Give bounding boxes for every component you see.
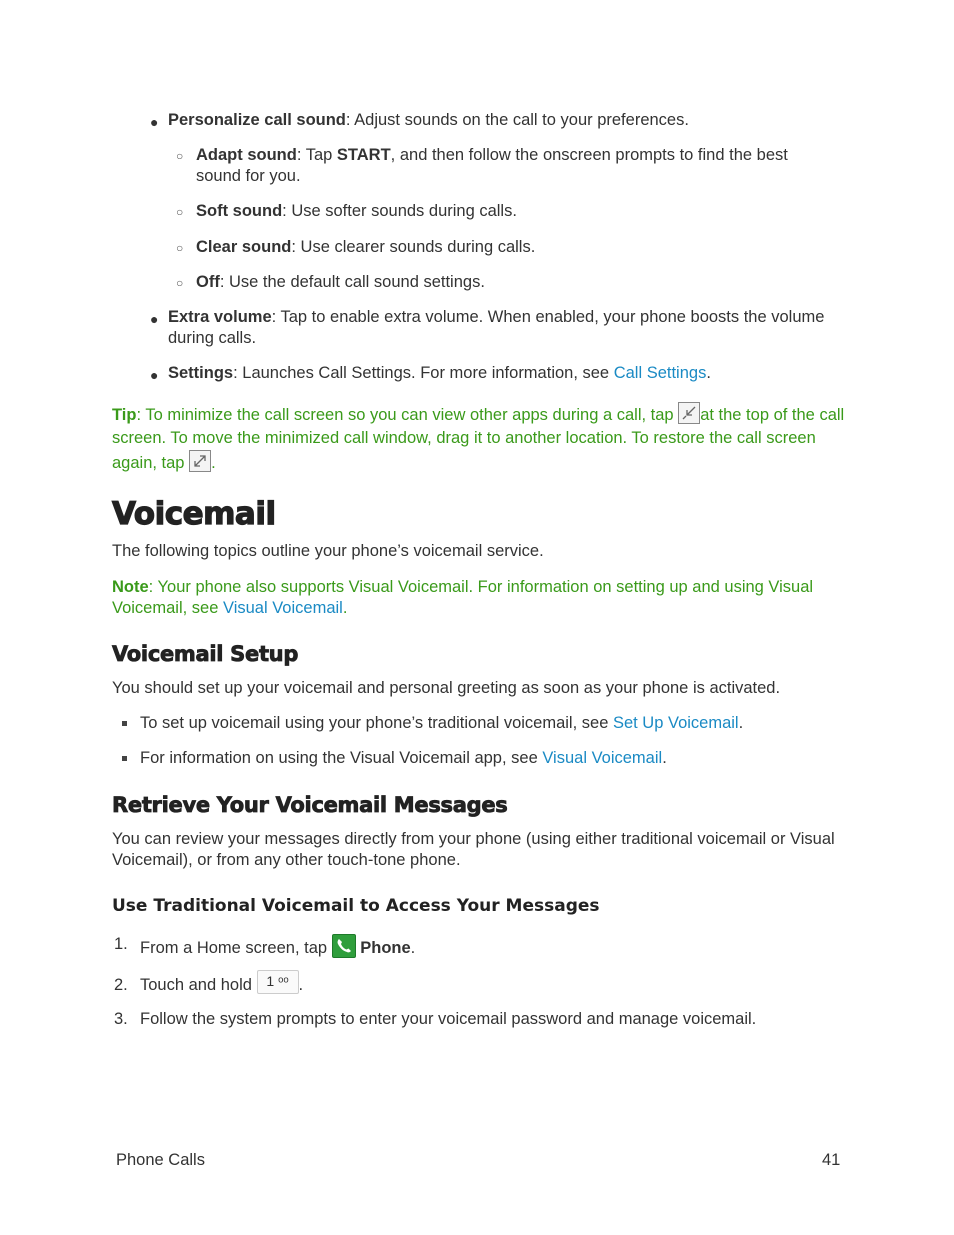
item-text: To set up voicemail using your phone’s traditional voicemail, see xyxy=(140,714,613,732)
list-item-setup-1 xyxy=(140,713,743,734)
bullet-dot: ● xyxy=(150,114,159,130)
step-text: Touch and hold xyxy=(140,976,257,994)
minimize-icon xyxy=(678,402,700,424)
step-number: 1. xyxy=(114,935,128,953)
step-1 xyxy=(140,934,415,959)
step-3: Follow the system prompts to enter your voicemail password and manage voicemail. xyxy=(140,1010,757,1028)
retrieve-intro xyxy=(112,829,852,871)
page-title: Voicemail xyxy=(112,496,276,532)
subsection-title: Use Traditional Voicemail to Access Your Messages xyxy=(112,896,600,916)
period: . xyxy=(342,599,348,617)
tip-text: : To minimize the call screen so you can view other apps during a call, tap xyxy=(136,406,679,424)
period: . xyxy=(298,976,304,994)
term: Adapt sound xyxy=(196,146,297,164)
voicemail-intro: The following topics outline your phone’s voicemail service. xyxy=(112,542,544,560)
intro-text: You can review your messages directly from your phone (using either traditional voicemail or Visual xyxy=(112,830,835,848)
note-text: Voicemail, see xyxy=(112,599,223,617)
description: : Tap xyxy=(296,146,337,164)
description: : Use softer sounds during calls. xyxy=(282,202,517,220)
description: , and then follow the onscreen prompts to find the best xyxy=(390,146,788,164)
section-title-retrieve: Retrieve Your Voicemail Messages xyxy=(112,793,508,817)
bullet-dot: ● xyxy=(150,311,159,327)
bullet-circle: ○ xyxy=(176,149,184,163)
visual-voicemail-link[interactable]: Visual Voicemail xyxy=(542,749,663,767)
visual-voicemail-link[interactable]: Visual Voicemail xyxy=(222,599,343,617)
period: . xyxy=(410,939,416,957)
list-item-setup-2 xyxy=(140,748,667,769)
bullet-circle: ○ xyxy=(176,276,184,290)
list-item-extra-volume xyxy=(168,307,838,349)
list-item-settings xyxy=(168,363,838,384)
bullet-square xyxy=(122,721,127,726)
tip-text: . xyxy=(211,454,216,472)
period: . xyxy=(706,364,711,382)
note-text: : Your phone also supports Visual Voicemail. For information on setting up and using Visual xyxy=(148,578,814,596)
page-number: 41 xyxy=(822,1151,841,1169)
tip-text: at the top of the call xyxy=(700,406,845,424)
step-number: 2. xyxy=(114,976,128,994)
start-label: START xyxy=(336,146,391,164)
description: during calls. xyxy=(168,329,257,347)
section-title-setup: Voicemail Setup xyxy=(112,642,299,666)
description: : Adjust sounds on the call to your preferences. xyxy=(345,111,689,129)
key-one-icon: 1 ᵒᵒ xyxy=(257,970,299,994)
bullet-circle: ○ xyxy=(176,241,184,255)
tip-text: screen. To move the minimized call window, drag it to another location. To restore the call screen xyxy=(112,429,816,447)
list-item-personalize xyxy=(168,110,838,131)
step-number: 3. xyxy=(114,1010,128,1028)
term: Settings xyxy=(168,364,234,382)
phone-label: Phone xyxy=(360,939,411,957)
sub-item-soft-sound xyxy=(196,201,836,222)
description: : Tap to enable extra volume. When enabled, your phone boosts the volume xyxy=(271,308,825,326)
sub-item-off xyxy=(196,272,836,293)
step-text: From a Home screen, tap xyxy=(140,939,332,957)
phone-icon xyxy=(332,934,356,958)
term: Personalize call sound xyxy=(168,111,346,129)
note-label: Note xyxy=(112,578,149,596)
sub-item-clear-sound xyxy=(196,237,836,258)
set-up-voicemail-link[interactable]: Set Up Voicemail xyxy=(612,714,739,732)
bullet-dot: ● xyxy=(150,367,159,383)
term: Clear sound xyxy=(196,238,292,256)
description: : Launches Call Settings. For more information, see xyxy=(233,364,614,382)
description: : Use clearer sounds during calls. xyxy=(291,238,536,256)
expand-icon xyxy=(189,450,211,472)
bullet-square xyxy=(122,756,127,761)
description: sound for you. xyxy=(196,167,301,185)
tip-block xyxy=(112,402,852,475)
tip-label: Tip xyxy=(112,406,137,424)
sub-item-adapt-sound xyxy=(196,145,836,187)
term: Off xyxy=(196,273,220,291)
footer-section: Phone Calls xyxy=(116,1151,205,1169)
term: Extra volume xyxy=(168,308,272,326)
setup-intro: You should set up your voicemail and personal greeting as soon as your phone is activated. xyxy=(112,679,781,697)
note-block xyxy=(112,577,852,619)
call-settings-link[interactable]: Call Settings xyxy=(613,364,707,382)
intro-text: Voicemail), or from any other touch-tone phone. xyxy=(112,851,461,869)
description: : Use the default call sound settings. xyxy=(219,273,485,291)
step-2 xyxy=(140,975,303,1000)
bullet-circle: ○ xyxy=(176,205,184,219)
period: . xyxy=(738,714,744,732)
period: . xyxy=(662,749,667,767)
term: Soft sound xyxy=(196,202,283,220)
item-text: For information on using the Visual Voicemail app, see xyxy=(140,749,543,767)
tip-text: again, tap xyxy=(112,454,190,472)
